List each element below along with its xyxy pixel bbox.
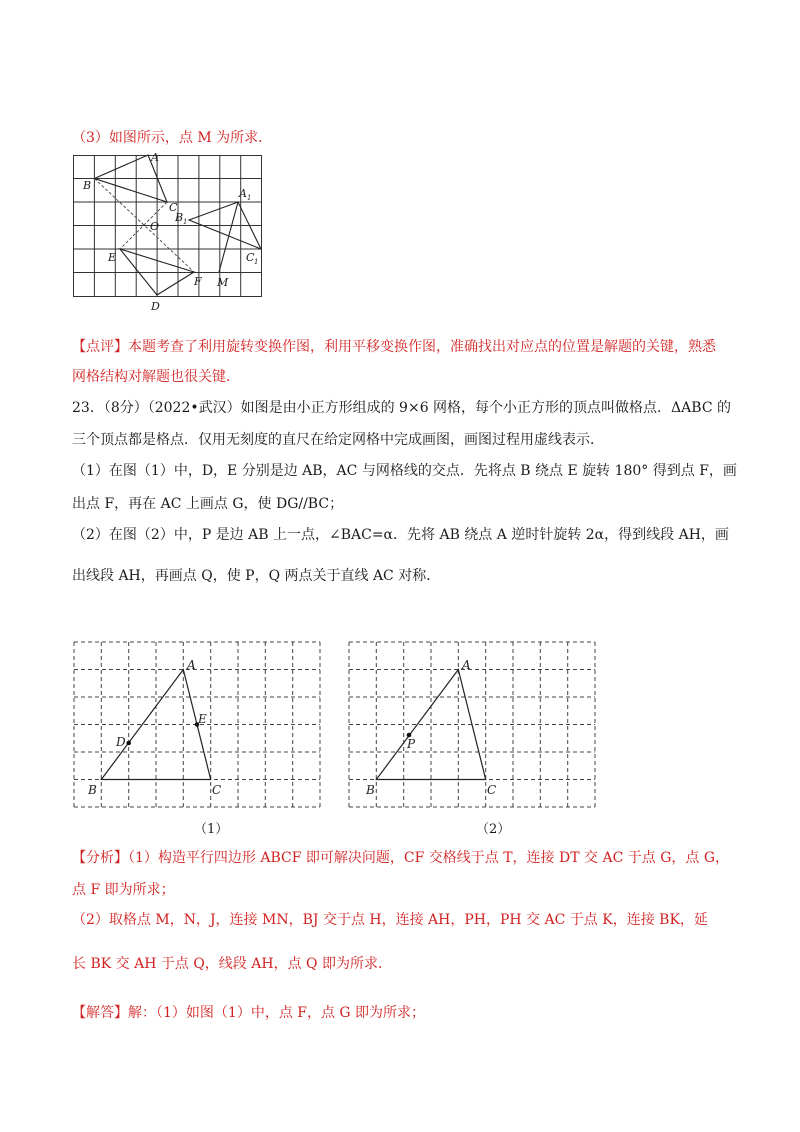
fig1-point-d — [126, 741, 131, 746]
segment-a1-m — [219, 202, 238, 272]
svg-text:B: B — [83, 179, 92, 192]
problem23-line-1: 23．（8分）（2022•武汉）如图是由小正方形组成的 9×6 网格，每个小正方形的顶点叫做格点．ΔABC 的 — [72, 400, 731, 416]
svg-text:1: 1 — [247, 194, 252, 202]
analysis-line-4: 长 BK 交 AH 于点 Q，线段 AH，点 Q 即为所求． — [72, 956, 392, 972]
svg-text:E: E — [198, 712, 207, 726]
svg-text:D: D — [116, 735, 126, 749]
analysis-line-2: 点 F 即为所求； — [72, 882, 175, 898]
svg-text:P: P — [407, 737, 416, 751]
problem23-line-3: （1）在图（1）中，D，E 分别是边 AB，AC 与网格线的交点．先将点 B 绕点 E 旋转 180° 得到点 F，画 — [72, 463, 737, 479]
svg-text:C: C — [212, 783, 222, 797]
problem23-line-2: 三个顶点都是格点．仅用无刻度的直尺在给定网格中完成画图，画图过程用虚线表示． — [72, 432, 604, 448]
solution-line-1: 【解答】解：（1）如图（1）中，点 F，点 G 即为所求； — [72, 1005, 426, 1021]
part3-grid-figure — [73, 151, 263, 313]
figure-2 — [349, 642, 597, 812]
svg-text:M: M — [217, 276, 229, 289]
figure-1 — [74, 642, 322, 812]
analysis-line-1: 【分析】（1）构造平行四边形 ABCF 即可解决问题，CF 交格线于点 T，连接 DT 交 AC 于点 G，点 G， — [72, 850, 730, 866]
svg-text:C: C — [487, 783, 497, 797]
problem23-line-6: 出线段 AH，再画点 Q，使 P，Q 两点关于直线 AC 对称． — [72, 568, 441, 584]
svg-text:C: C — [246, 251, 255, 264]
svg-text:B: B — [366, 783, 375, 797]
svg-text:A: A — [187, 658, 196, 672]
review-line-2: 网格结构对解题也很关键． — [72, 369, 240, 385]
part3-answer: （3）如图所示，点 M 为所求． — [72, 130, 273, 146]
grid-labels — [82, 151, 258, 313]
analysis-line-3: （2）取格点 M，N，J，连接 MN，BJ 交于点 H，连接 AH，PH，PH 交 AC 于点 K，连接 BK，延 — [72, 912, 708, 928]
svg-text:1: 1 — [254, 258, 259, 266]
svg-text:1: 1 — [183, 218, 188, 226]
grid-lines — [73, 155, 262, 297]
svg-text:A: A — [151, 151, 159, 164]
fig2-caption: （2） — [476, 822, 511, 837]
svg-text:O: O — [150, 220, 160, 233]
fig1-labels — [87, 658, 221, 797]
svg-text:D: D — [151, 300, 160, 313]
review-line-1: 【点评】本题考查了利用旋转变换作图，利用平移变换作图，准确找出对应点的位置是解题的关键，熟悉 — [72, 339, 716, 355]
svg-text:B: B — [175, 211, 184, 224]
svg-text:F: F — [194, 275, 202, 288]
svg-text:C: C — [169, 201, 178, 214]
svg-text:E: E — [108, 251, 117, 264]
fig1-caption: （1） — [194, 822, 229, 837]
svg-text:A: A — [239, 187, 247, 200]
problem23-line-4: 出点 F，再在 AC 上画点 G，使 DG//BC； — [72, 496, 344, 512]
svg-text:B: B — [88, 783, 97, 797]
svg-text:A: A — [462, 658, 471, 672]
problem23-line-5: （2）在图（2）中，P 是边 AB 上一点，∠BAC=α．先将 AB 绕点 A 逆时针旋转 2α，得到线段 AH，画 — [72, 527, 729, 543]
